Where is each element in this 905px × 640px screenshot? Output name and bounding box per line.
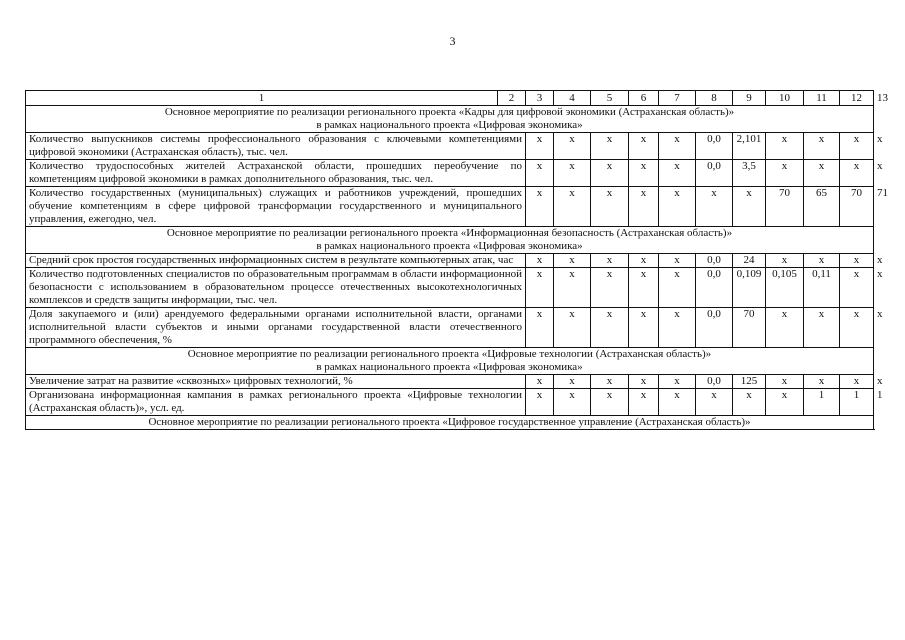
indicator-value: x	[526, 389, 554, 416]
indicator-value: x	[554, 375, 591, 389]
indicator-value: 0,105	[766, 268, 804, 308]
indicator-value: x	[591, 268, 629, 308]
indicator-value: x	[554, 254, 591, 268]
indicator-value: x	[659, 308, 696, 348]
indicator-value: x	[629, 268, 659, 308]
table-row: Средний срок простоя государственных информационных систем в результате компьютерных атак, час x x x x x 0,0 24 x x x x	[26, 254, 874, 268]
section-title	[26, 416, 874, 430]
section-title-line: Основное мероприятие по реализации регионального проекта «Кадры для цифровой экономики (Астраханская область)»	[164, 106, 735, 118]
indicator-value: 125	[733, 375, 766, 389]
indicator-name: Организована информационная кампания в рамках регионального проекта «Цифровые технологии (Астраханская область)», усл. ед.	[26, 389, 526, 416]
indicator-name: Количество подготовленных специалистов по образовательным программам в области информационной безопасности с использованием в образовательном процессе отечественных высокотехнологичных комплексов и средств защиты информации, тыс. чел.	[26, 268, 526, 308]
indicator-value: x	[554, 268, 591, 308]
column-header: 2	[498, 91, 526, 106]
indicator-value: x	[526, 308, 554, 348]
indicator-value: x	[659, 389, 696, 416]
indicator-value: x	[766, 308, 804, 348]
indicator-value: 0,0	[696, 133, 733, 160]
indicator-name: Доля закупаемого и (или) арендуемого федеральными органами исполнительной власти, органами исполнительной власти субъектов и иными органами государственной власти отечественного программного обеспечения, %	[26, 308, 526, 348]
indicator-value: x	[554, 308, 591, 348]
indicator-value: x	[840, 133, 874, 160]
indicator-value: x	[696, 187, 733, 227]
table-row: Количество выпускников системы профессионального образования с ключевыми компетенциями цифровой экономики (Астраханская область), тыс. чел. x x x x x 0,0 2,101 x x x x	[26, 133, 874, 160]
section-title-line: Основное мероприятие по реализации регионального проекта «Информационная безопасность (Астраханская область)»	[166, 227, 733, 239]
indicator-value: x	[591, 187, 629, 227]
indicator-value: x	[526, 160, 554, 187]
indicator-name: Количество государственных (муниципальных) служащих и работников учреждений, прошедших обучение компетенциям в сфере цифровой трансформации государственного и муниципального управления, ежегодно, чел.	[26, 187, 526, 227]
indicator-value: 65	[804, 187, 840, 227]
indicator-value: x	[629, 389, 659, 416]
indicator-value: 0,0	[696, 254, 733, 268]
indicator-value: 0,11	[804, 268, 840, 308]
section-title	[26, 106, 874, 133]
column-header: 7	[659, 91, 696, 106]
indicator-value: x	[554, 389, 591, 416]
indicator-value: x	[629, 187, 659, 227]
indicator-value: x	[591, 389, 629, 416]
indicator-value: x	[766, 254, 804, 268]
indicator-value: x	[591, 133, 629, 160]
indicator-value: x	[840, 375, 874, 389]
table-row: Количество подготовленных специалистов по образовательным программам в области информационной безопасности с использованием в образовательном процессе отечественных высокотехнологичных комплексов и средств защиты информации, тыс. чел. x x x x x 0,0 0,109 0,105 0,11 x x	[26, 268, 874, 308]
column-header: 1	[26, 91, 498, 106]
column-header: 12	[840, 91, 874, 106]
indicator-value: x	[766, 375, 804, 389]
indicator-value: 3,5	[733, 160, 766, 187]
section-title	[26, 348, 874, 375]
header-row: 1 2 3 4 5 6 7 8 9 10 11 12 13	[26, 91, 874, 106]
table-row: Увеличение затрат на развитие «сквозных» цифровых технологий, % x x x x x 0,0 125 x x x x	[26, 375, 874, 389]
indicator-value: x	[804, 254, 840, 268]
section-row	[26, 416, 874, 430]
column-header: 4	[554, 91, 591, 106]
section-title-line: в рамках национального проекта «Цифровая экономика»	[316, 119, 583, 131]
indicator-value: x	[554, 160, 591, 187]
indicator-value: 2,101	[733, 133, 766, 160]
section-title	[26, 227, 874, 254]
indicator-value: x	[629, 160, 659, 187]
indicator-value: 24	[733, 254, 766, 268]
section-title-line: Основное мероприятие по реализации регионального проекта «Цифровые технологии (Астраханская область)»	[187, 348, 712, 360]
indicator-value: x	[526, 268, 554, 308]
indicator-value: x	[629, 308, 659, 348]
page-number: 3	[449, 34, 456, 48]
column-header: 3	[526, 91, 554, 106]
indicator-value: x	[591, 308, 629, 348]
indicator-value: x	[840, 254, 874, 268]
indicator-value: x	[766, 133, 804, 160]
section-title-line: в рамках национального проекта «Цифровая экономика»	[316, 361, 583, 373]
table-row: Доля закупаемого и (или) арендуемого федеральными органами исполнительной власти, органами исполнительной власти субъектов и иными органами государственной власти отечественного программного обеспечения, % x x x x x 0,0 70 x x x x	[26, 308, 874, 348]
section-row	[26, 106, 874, 133]
indicators-table	[25, 90, 888, 430]
indicator-value: x	[733, 187, 766, 227]
indicator-value: x	[696, 389, 733, 416]
indicator-value: 1	[804, 389, 840, 416]
section-title-line: в рамках национального проекта «Цифровая экономика»	[316, 240, 583, 252]
indicator-value: x	[804, 160, 840, 187]
indicator-value: x	[766, 389, 804, 416]
indicator-value: x	[840, 308, 874, 348]
section-row	[26, 227, 874, 254]
indicator-value: x	[659, 375, 696, 389]
column-header: 6	[629, 91, 659, 106]
indicator-name: Количество трудоспособных жителей Астраханской области, прошедших переобучение по компетенциям цифровой экономики в рамках дополнительного образования, тыс. чел.	[26, 160, 526, 187]
table-row: Количество трудоспособных жителей Астраханской области, прошедших переобучение по компетенциям цифровой экономики в рамках дополнительного образования, тыс. чел. x x x x x 0,0 3,5 x x x x	[26, 160, 874, 187]
indicator-value: x	[659, 133, 696, 160]
indicator-value: x	[659, 268, 696, 308]
indicator-name: Средний срок простоя государственных информационных систем в результате компьютерных атак, час	[26, 254, 526, 268]
indicator-value: x	[659, 160, 696, 187]
column-header: 10	[766, 91, 804, 106]
indicator-value: x	[766, 160, 804, 187]
indicator-value: 70	[733, 308, 766, 348]
indicator-value: x	[804, 308, 840, 348]
column-header: 11	[804, 91, 840, 106]
indicator-value: x	[526, 187, 554, 227]
indicator-value: x	[659, 254, 696, 268]
indicator-value: x	[659, 187, 696, 227]
indicator-value: x	[526, 375, 554, 389]
indicator-value: x	[526, 254, 554, 268]
indicator-value: x	[526, 133, 554, 160]
indicator-value: x	[591, 160, 629, 187]
indicator-value: x	[554, 187, 591, 227]
column-header: 9	[733, 91, 766, 106]
column-header: 8	[696, 91, 733, 106]
indicator-value: 0,0	[696, 160, 733, 187]
indicator-value: 0,0	[696, 375, 733, 389]
indicator-value: 1	[840, 389, 874, 416]
indicator-value: 0,0	[696, 308, 733, 348]
column-header: 5	[591, 91, 629, 106]
indicator-value: x	[840, 160, 874, 187]
indicator-value: x	[591, 375, 629, 389]
indicator-value: x	[591, 254, 629, 268]
section-row	[26, 348, 874, 375]
indicator-name: Количество выпускников системы профессионального образования с ключевыми компетенциями цифровой экономики (Астраханская область), тыс. чел.	[26, 133, 526, 160]
table-row: Количество государственных (муниципальных) служащих и работников учреждений, прошедших обучение компетенциям в сфере цифровой трансформации государственного и муниципального управления, ежегодно, чел. x x x x x x x 70 65 70 71	[26, 187, 874, 227]
indicator-value: x	[629, 254, 659, 268]
indicator-value: 70	[840, 187, 874, 227]
indicator-name: Увеличение затрат на развитие «сквозных» цифровых технологий, %	[26, 375, 526, 389]
indicator-value: x	[554, 133, 591, 160]
indicator-value: x	[629, 375, 659, 389]
indicator-value: x	[733, 389, 766, 416]
section-title-line: Основное мероприятие по реализации регионального проекта «Цифровое государственное управление (Астраханская область)»	[148, 416, 751, 428]
indicator-value: x	[629, 133, 659, 160]
indicator-value: 0,109	[733, 268, 766, 308]
indicator-value: 0,0	[696, 268, 733, 308]
indicator-value: x	[804, 133, 840, 160]
indicator-value: x	[804, 375, 840, 389]
indicator-value: 70	[766, 187, 804, 227]
table-row: Организована информационная кампания в рамках регионального проекта «Цифровые технологии (Астраханская область)», усл. ед. x x x x x x x x 1 1 1	[26, 389, 874, 416]
indicator-value: x	[840, 268, 874, 308]
